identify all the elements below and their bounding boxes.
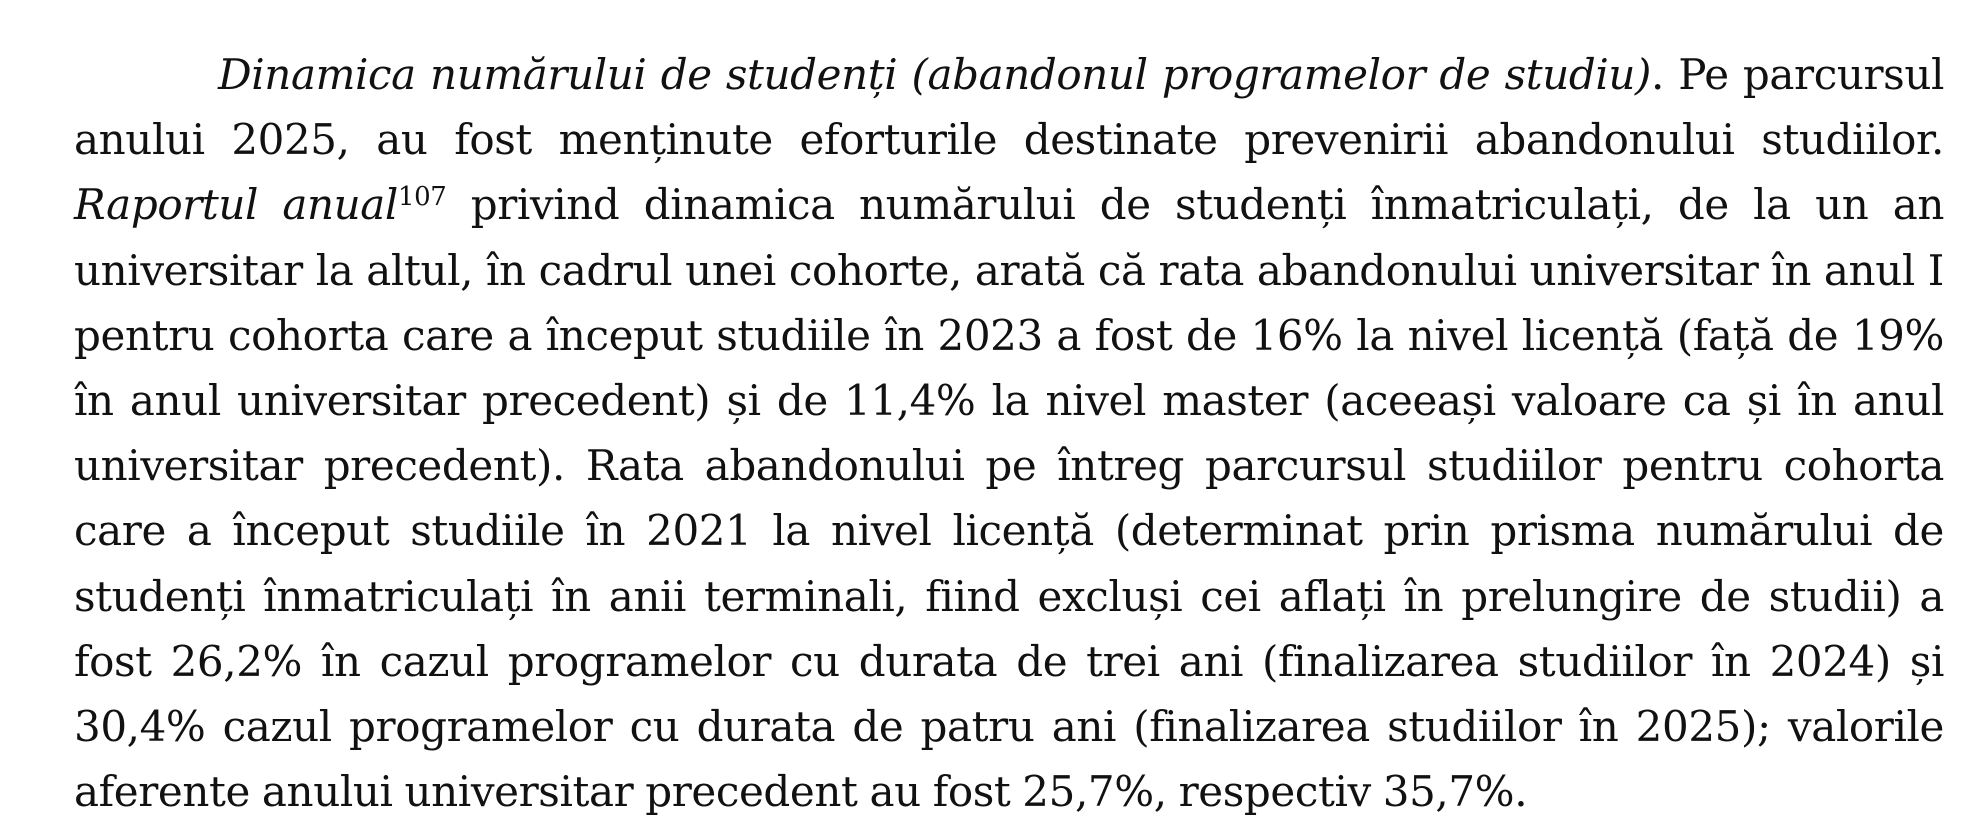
heading-continuation-text: . Pe parcursul anului 2025, au fost menținute eforturile destinate prevenirii abandonului studiilor.	[74, 50, 1944, 165]
footnote-reference: 107	[397, 182, 447, 213]
body-paragraph	[74, 42, 1944, 824]
report-title-italic: Raportul anual	[74, 180, 398, 230]
section-heading-italic: Dinamica numărului de studenți (abandonul programelor de studiu)	[218, 50, 1652, 99]
paragraph-body-text: privind dinamica numărului de studenți înmatriculați, de la un an universitar la altul, în cadrul unei cohorte, arată că rata abandonului universitar în anul I pentru cohorta care a început studiile în 2023 a fost de 16% la nivel licență (față de 19% în anul universitar precedent) și de 11,4% la nivel master (aceeași valoare ca și în anul universitar precedent). Rata abandonului pe întreg parcursul studiilor pentru cohorta care a început studiile în 2021 la nivel licență (determinat prin prisma numărului de studenți înmatriculați în anii terminali, fiind excluși cei aflați în prelungire de studii) a fost 26,2% în cazul programelor cu durata de trei ani (finalizarea studiilor în 2024) și 30,4% cazul programelor cu durata de patru ani (finalizarea studiilor în 2025); valorile aferente anului universitar precedent au fost 25,7%, respectiv 35,7%.	[74, 180, 1944, 817]
